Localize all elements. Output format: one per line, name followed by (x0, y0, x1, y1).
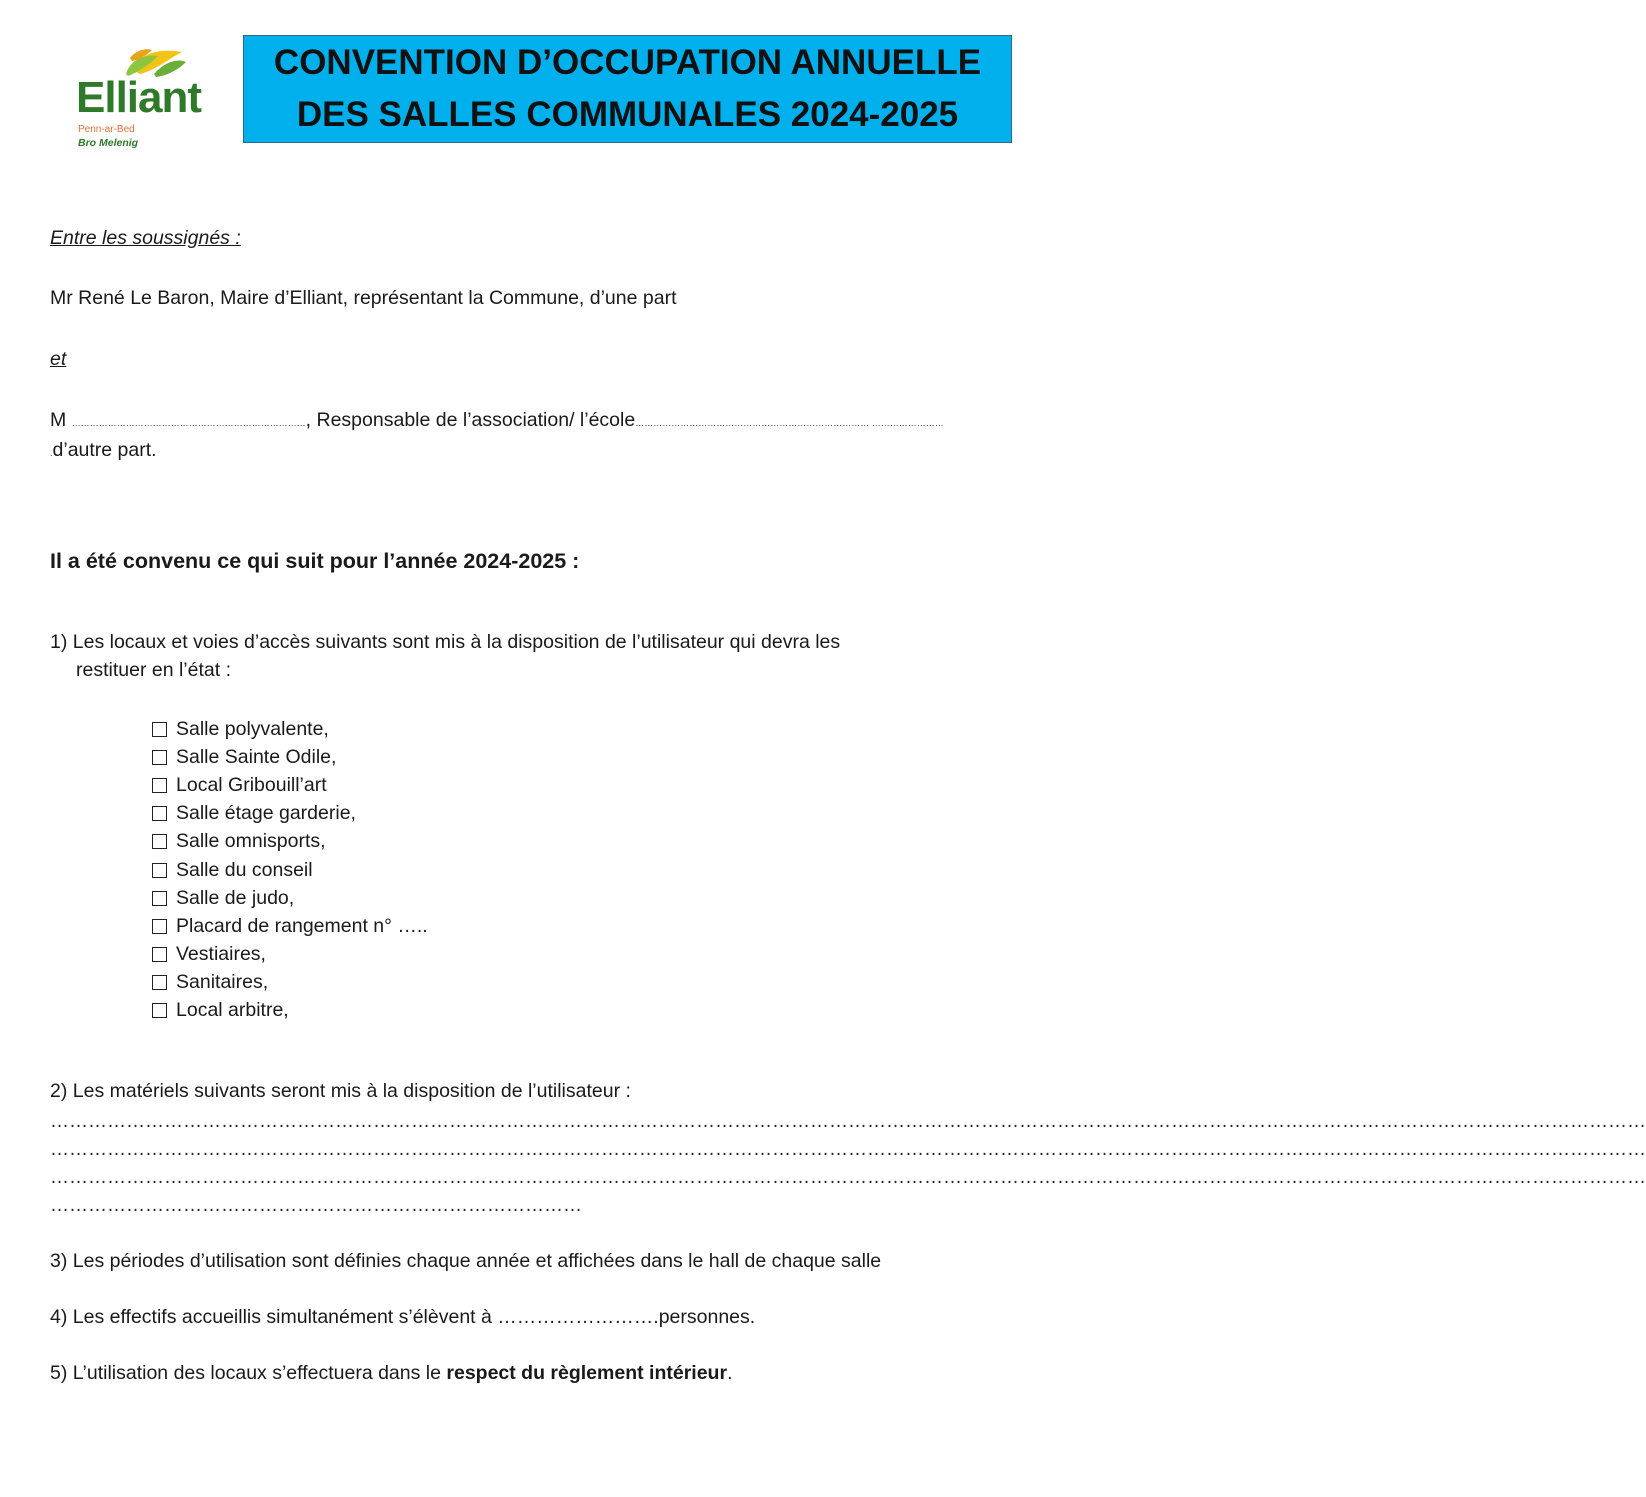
rooms-checklist (152, 715, 428, 1025)
room-checkbox-item[interactable] (152, 884, 428, 912)
room-label: Salle Sainte Odile, (176, 745, 337, 768)
room-label: Local arbitre, (176, 999, 289, 1022)
elliant-logo (70, 44, 220, 156)
checkbox[interactable] (152, 863, 167, 878)
party-one: Mr René Le Baron, Maire d’Elliant, représentant la Commune, d’une part (50, 287, 677, 309)
clause-2: 2) Les matériels suivants seront mis à la disposition de l’utilisateur : (50, 1080, 631, 1102)
room-label: Vestiaires, (176, 943, 266, 966)
room-checkbox-item[interactable] (152, 743, 428, 771)
logo-subtitle-1: Penn-ar-Bed (78, 124, 135, 135)
clause-1-line-2: restituer en l’état : (76, 659, 231, 681)
room-checkbox-item[interactable] (152, 912, 428, 940)
clause-4-prefix: 4) Les effectifs accueillis simultanément s’élèvent à (50, 1306, 498, 1328)
checkbox[interactable] (152, 919, 167, 934)
party-two-end: d’autre part. (52, 439, 157, 461)
association-fill-line[interactable]: …………………………………………………………………… …………………… (635, 418, 944, 428)
checkbox[interactable] (152, 891, 167, 906)
party-two-end-line (50, 438, 157, 465)
room-checkbox-item[interactable] (152, 828, 428, 856)
materials-fill-line-3[interactable]: ……………………………………………………………………………………………………………………………………………………………………………………………………………………………… (50, 1167, 1646, 1188)
room-label: Salle du conseil (176, 858, 313, 881)
room-checkbox-item[interactable] (152, 771, 428, 799)
title-line-1: CONVENTION D’OCCUPATION ANNUELLE (273, 43, 982, 82)
entre-les-soussignes: Entre les soussignés : (50, 227, 241, 249)
room-checkbox-item[interactable] (152, 800, 428, 828)
room-label: Salle de judo, (176, 886, 295, 909)
clause-4-suffix: personnes. (658, 1306, 756, 1328)
room-checkbox-item[interactable] (152, 941, 428, 969)
room-checkbox-item[interactable] (152, 856, 428, 884)
materials-fill-line-2[interactable]: ……………………………………………………………………………………………………………………………………………………………………………………………………………………………… (50, 1139, 1646, 1160)
title-line-2: DES SALLES COMMUNALES 2024-2025 (296, 95, 959, 134)
fill-dot: . (50, 448, 53, 458)
room-label: Salle omnisports, (176, 830, 326, 853)
party-two-line (50, 408, 944, 435)
et-label: et (50, 348, 67, 370)
room-checkbox-item[interactable] (152, 969, 428, 997)
clause-5-suffix: . (727, 1362, 733, 1384)
room-label: Local Gribouill’art (176, 773, 327, 796)
materials-fill-line-4[interactable]: ………………………………………………………………………… (50, 1195, 582, 1216)
room-label: Sanitaires, (176, 971, 269, 994)
logo-subtitle-2: Bro Melenig (78, 137, 139, 149)
clause-5-bold: respect du règlement intérieur (446, 1362, 728, 1384)
room-checkbox-item[interactable] (152, 997, 428, 1025)
room-label: Salle étage garderie, (176, 802, 356, 825)
checkbox[interactable] (152, 778, 167, 793)
room-label: Placard de rangement n° ….. (176, 914, 428, 937)
headcount-fill-line[interactable]: ……………………. (497, 1306, 659, 1328)
logo-wordmark: Elliant (76, 73, 202, 122)
room-label: Salle polyvalente, (176, 717, 329, 740)
checkbox[interactable] (152, 975, 167, 990)
checkbox[interactable] (152, 750, 167, 765)
clause-5 (50, 1361, 732, 1385)
party-two-middle: , Responsable de l’association/ l’école (305, 409, 636, 431)
checkbox[interactable] (152, 722, 167, 737)
party-two-prefix: M (50, 409, 67, 431)
title-banner (243, 35, 1012, 143)
clause-5-prefix: 5) L’utilisation des locaux s’effectuera dans le (50, 1362, 447, 1384)
checkbox[interactable] (152, 1003, 167, 1018)
clause-4 (50, 1305, 755, 1329)
checkbox[interactable] (152, 947, 167, 962)
materials-fill-line-1[interactable]: ……………………………………………………………………………………………………………………………………………………………………………………………………………………………… (50, 1111, 1646, 1132)
clause-1-line-1: 1) Les locaux et voies d’accès suivants sont mis à la disposition de l’utilisateur qui devra les (50, 631, 841, 653)
checkbox[interactable] (152, 806, 167, 821)
checkbox[interactable] (152, 834, 167, 849)
section-heading: Il a été convenu ce qui suit pour l’année 2024-2025 : (50, 549, 580, 573)
room-checkbox-item[interactable] (152, 715, 428, 743)
name-fill-line[interactable]: …………………………………………………………………… (71, 418, 306, 428)
clause-3: 3) Les périodes d’utilisation sont définies chaque année et affichées dans le hall de chaque salle (50, 1250, 882, 1272)
